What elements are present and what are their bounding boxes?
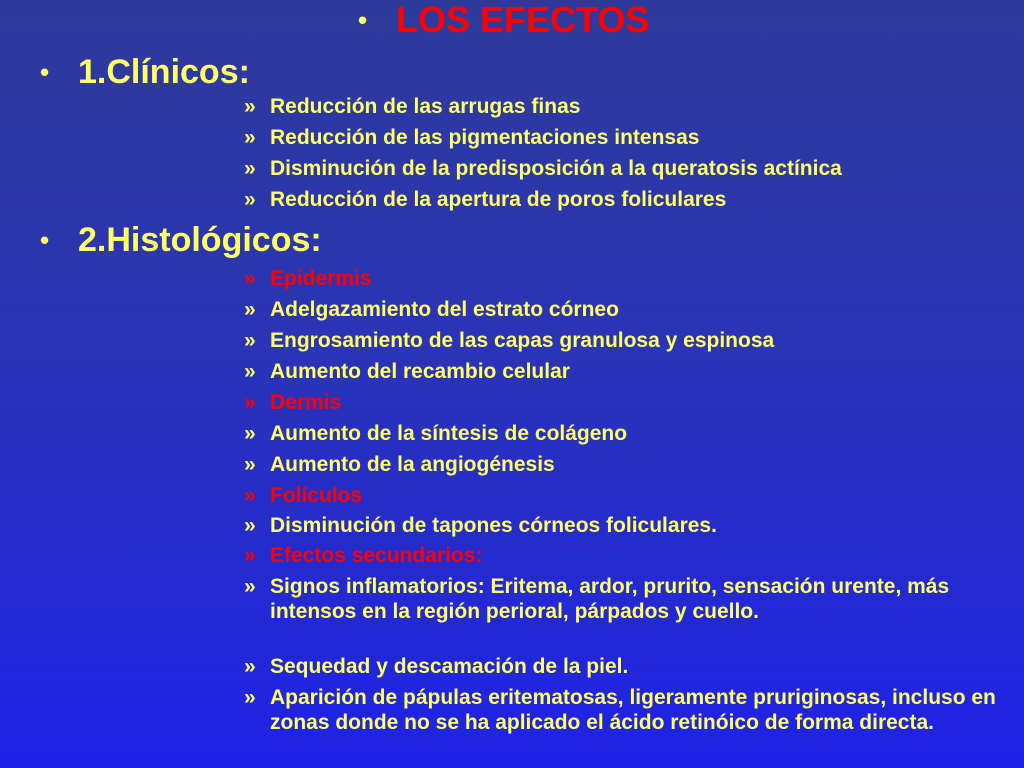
list-item — [244, 390, 1004, 415]
list-item — [244, 125, 1004, 150]
item-text: Epidermis — [270, 267, 372, 290]
item-text: Efectos secundarios: — [270, 544, 483, 567]
list-item — [244, 685, 1004, 735]
section-heading: 1.Clínicos: — [78, 52, 250, 91]
item-marker: » — [244, 126, 256, 149]
item-text: Adelgazamiento del estrato córneo — [270, 298, 619, 321]
slide-title — [358, 0, 649, 40]
item-marker: » — [244, 267, 256, 290]
list-item — [244, 297, 1004, 322]
item-text: Disminución de tapones córneos foliculares. — [270, 514, 717, 537]
item-marker: » — [244, 391, 256, 414]
item-marker: » — [244, 686, 256, 709]
item-text: Aumento de la angiogénesis — [270, 453, 555, 476]
list-item — [244, 421, 1004, 446]
list-item — [244, 574, 1004, 624]
item-marker: » — [244, 484, 256, 507]
section-heading: 2.Histológicos: — [78, 220, 322, 259]
title-bullet: • — [358, 4, 368, 35]
item-text: Folículos — [270, 484, 363, 507]
item-text: Disminución de la predisposición a la queratosis actínica — [270, 157, 842, 180]
item-marker: » — [244, 514, 256, 537]
list-item — [244, 543, 1004, 568]
item-marker: » — [244, 360, 256, 383]
item-marker: » — [244, 329, 256, 352]
item-marker: » — [244, 298, 256, 321]
section-histologicos — [40, 220, 322, 260]
item-text: Dermis — [270, 391, 342, 414]
list-item — [244, 156, 1004, 181]
list-item — [244, 187, 1004, 212]
list-item — [244, 94, 1004, 119]
item-text: Reducción de la apertura de poros foliculares — [270, 188, 727, 211]
list-item — [244, 328, 1004, 353]
list-item — [244, 513, 1004, 538]
item-marker: » — [244, 188, 256, 211]
item-marker: » — [244, 544, 256, 567]
item-marker: » — [244, 655, 256, 678]
item-text: Reducción de las pigmentaciones intensas — [270, 126, 700, 149]
section-clinicos — [40, 52, 250, 92]
item-text: Aumento de la síntesis de colágeno — [270, 422, 628, 445]
item-text: Engrosamiento de las capas granulosa y espinosa — [270, 329, 775, 352]
item-marker: » — [244, 157, 256, 180]
list-item — [244, 266, 1004, 291]
section-bullet: • — [40, 224, 50, 255]
title-text: LOS EFECTOS — [396, 0, 650, 40]
item-marker: » — [244, 95, 256, 118]
item-marker: » — [244, 453, 256, 476]
item-text: Sequedad y descamación de la piel. — [270, 655, 629, 678]
list-item — [244, 483, 1004, 508]
list-item — [244, 654, 1004, 679]
item-marker: » — [244, 422, 256, 445]
list-item — [244, 452, 1004, 477]
item-text: Aumento del recambio celular — [270, 360, 570, 383]
list-item — [244, 359, 1004, 384]
item-text: Aparición de pápulas eritematosas, ligeramente pruriginosas, incluso en zonas donde no se ha aplicado el ácido retinóico de forma directa. — [270, 686, 996, 734]
item-marker: » — [244, 575, 256, 598]
item-text: Reducción de las arrugas finas — [270, 95, 581, 118]
section-bullet: • — [40, 56, 50, 87]
item-text: Signos inflamatorios: Eritema, ardor, prurito, sensación urente, más intensos en la región perioral, párpados y cuello. — [270, 575, 950, 623]
